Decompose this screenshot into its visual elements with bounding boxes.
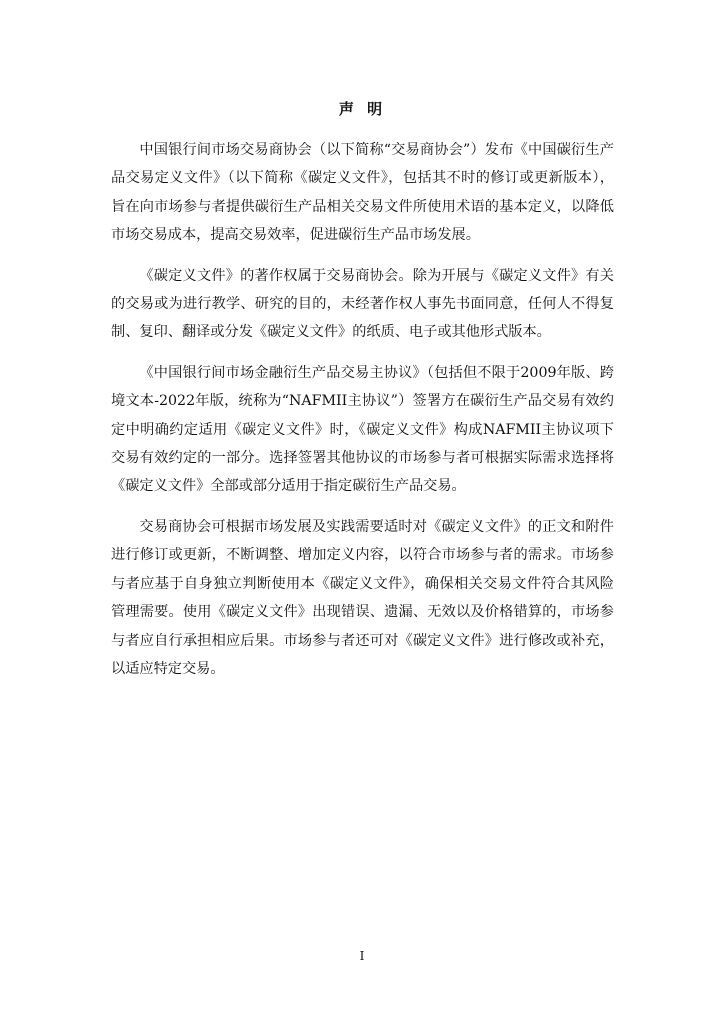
paragraph-master-agreement: 《中国银行间市场金融衍生产品交易主协议》（包括但不限于2009年版、跨境文本-2022年版，统称为“NAFMII主协议”）签署方在碳衍生产品交易有效约定中明确约定适用《碳定义文件》时，《碳定义文件》构成NAFMII主协议项下交易有效约定的一部分。选择签署其他协议的市场参与者可根据实际需求选择将《碳定义文件》全部或部分适用于指定碳衍生产品交易。 — [111, 364, 614, 495]
page-title: 声 明 — [338, 100, 387, 118]
paragraph-revisions: 交易商协会可根据市场发展及实践需要适时对《碳定义文件》的正文和附件进行修订或更新，不断调整、增加定义内容，以符合市场参与者的需求。市场参与者应基于自身独立判断使用本《碳定义文件》，确保相关交易文件符合其风险管理需要。使用《碳定义文件》出现错误、遗漏、无效以及价格错算的，市场参与者应自行承担相应后果。市场参与者还可对《碳定义文件》进行修改或补充，以适应特定交易。 — [111, 518, 614, 677]
paragraph-intro: 中国银行间市场交易商协会（以下简称“交易商协会”）发布《中国碳衍生产品交易定义文件》（以下简称《碳定义文件》，包括其不时的修订或更新版本），旨在向市场参与者提供碳衍生产品相关交易文件所使用术语的基本定义，以降低市场交易成本，提高交易效率，促进碳衍生产品市场发展。 — [111, 142, 614, 244]
paragraph-copyright: 《碳定义文件》的著作权属于交易商协会。除为开展与《碳定义文件》有关的交易或为进行教学、研究的目的，未经著作权人事先书面同意，任何人不得复制、复印、翻译或分发《碳定义文件》的纸质、电子或其他形式版本。 — [111, 267, 614, 341]
page-number: I — [359, 949, 365, 963]
